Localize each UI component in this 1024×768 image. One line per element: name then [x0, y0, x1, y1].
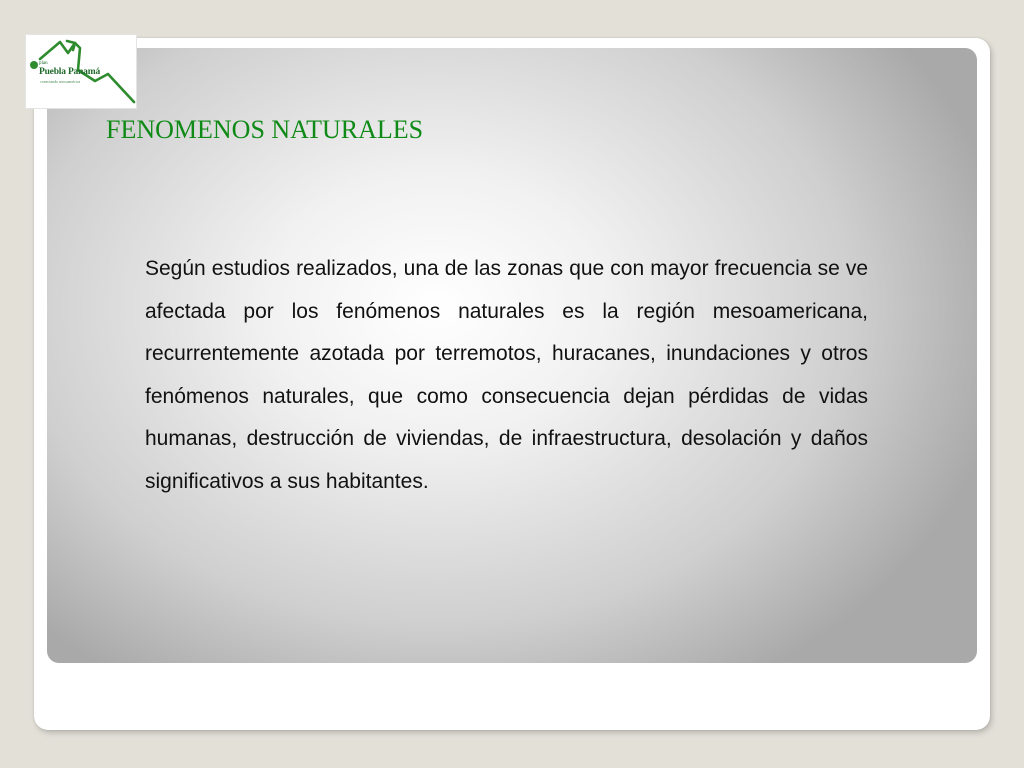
- logo: [25, 34, 137, 109]
- logo-name: Puebla Panamá: [39, 67, 101, 77]
- logo-small-text: plan: [39, 61, 48, 66]
- logo-tagline: conectando mesoamérica: [40, 79, 81, 84]
- body-paragraph: Según estudios realizados, una de las zonas que con mayor frecuencia se ve afectada por los fenómenos naturales es la región mesoamericana, recurrentemente azotada por terremotos, huracanes, inundaciones y otros fenómenos naturales, que como consecuencia dejan pérdidas de vidas humanas, destrucción de viviendas, de infraestructura, desolación y daños significativos a sus habitantes.: [145, 257, 868, 493]
- slide-title: FENOMENOS NATURALES: [106, 115, 424, 144]
